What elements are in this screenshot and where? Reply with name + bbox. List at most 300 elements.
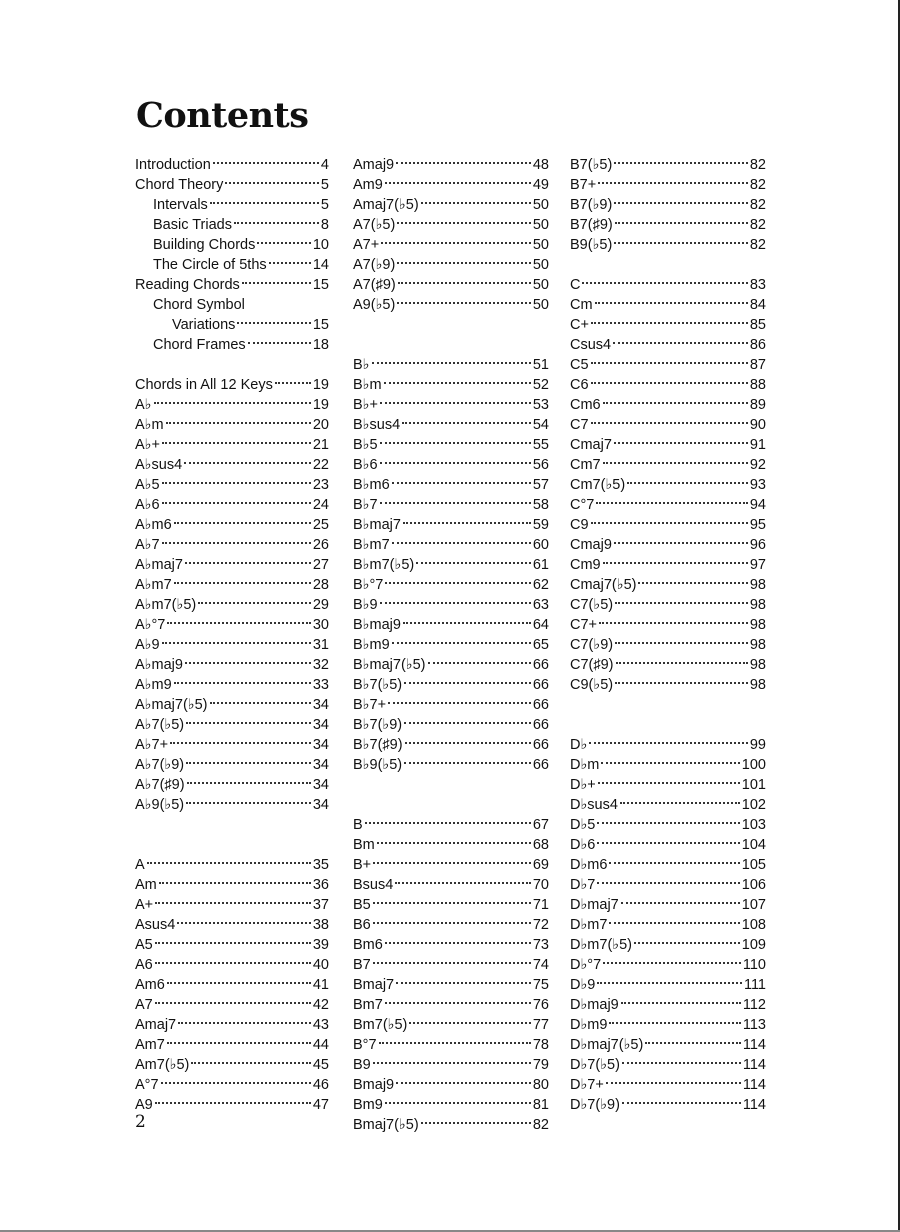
toc-entry-page: 85 [749,317,766,333]
toc-entry-label: A♭maj7 [135,557,183,573]
toc-entry-page: 43 [312,1017,329,1033]
toc-entry [353,589,549,613]
toc-entry [135,1009,329,1033]
toc-entry-label: B♭9(♭5) [353,757,403,773]
toc-entry-page: 24 [312,497,329,513]
toc-entry [353,409,549,433]
toc-entry-label: D♭7+ [570,1077,604,1093]
toc-entry-label: D♭5 [570,817,596,833]
toc-leader-dots [616,649,748,669]
toc-entry-label: D♭maj7(♭5) [570,1037,644,1053]
toc-entry-label: A°7 [135,1077,159,1093]
toc-entry [570,809,766,833]
toc-entry-page: 83 [749,277,766,293]
toc-entry-label: A♭m9 [135,677,172,693]
toc-leader-dots [403,609,531,629]
toc-leader-dots [392,529,531,549]
toc-entry-label: Bm9 [353,1097,383,1113]
toc-entry-label: A♭7(♭9) [135,757,185,773]
toc-leader-dots [379,1029,531,1049]
toc-entry [353,1069,549,1093]
toc-entry-label: D♭m7 [570,917,608,933]
toc-entry-label: D♭ [570,737,588,753]
toc-leader-dots [572,709,764,729]
toc-leader-dots [614,229,748,249]
toc-leader-dots [416,549,531,569]
toc-entry-page: 55 [532,437,549,453]
toc-entry-page: 82 [749,177,766,193]
toc-entry-label: Cmaj7(♭5) [570,577,637,593]
toc-entry-label: A♭m [135,417,164,433]
toc-leader-dots [603,949,741,969]
toc-entry-label: D♭+ [570,777,596,793]
toc-leader-dots [373,849,531,869]
toc-entry-page: 84 [749,297,766,313]
toc-leader-dots [384,369,531,389]
toc-leader-dots [166,409,311,429]
toc-leader-dots [185,649,311,669]
toc-leader-dots [155,989,311,1009]
toc-entry-page: 62 [532,577,549,593]
toc-entry-label: A6 [135,957,153,973]
toc-entry-label: B♭+ [353,397,378,413]
toc-entry-label: B7(♯9) [570,217,613,233]
toc-entry-label: B♭5 [353,437,378,453]
toc-leader-dots [621,989,741,1009]
toc-entry-page: 19 [312,397,329,413]
toc-entry [353,949,549,973]
toc-entry [353,489,549,513]
toc-entry-page: 46 [312,1077,329,1093]
toc-entry-label: B7 [353,957,371,973]
toc-leader-dots [373,949,531,969]
toc-entry-label: Chord Symbol [153,297,245,313]
toc-entry-label: Bm [353,837,375,853]
toc-entry-label: D♭°7 [570,957,602,973]
toc-entry-label: A♭maj9 [135,657,183,673]
toc-entry-label: Basic Triads [153,217,232,233]
toc-entry-label: B♭sus4 [353,417,401,433]
toc-entry-label: A♭7+ [135,737,169,753]
toc-entry [353,149,549,173]
toc-entry [135,429,329,453]
toc-entry [353,509,549,533]
toc-entry-label: C9(♭5) [570,677,614,693]
toc-entry-label: D♭m [570,757,600,773]
toc-entry-label: B♭7(♭9) [353,717,403,733]
toc-entry-label: B♭°7 [353,577,384,593]
toc-leader-dots [582,269,747,289]
toc-entry [570,269,766,293]
toc-leader-dots [597,809,739,829]
toc-leader-dots [397,249,531,269]
toc-entry-page: 109 [741,937,766,953]
toc-entry-page: 42 [312,997,329,1013]
toc-entry-page: 102 [741,797,766,813]
toc-entry-page: 38 [312,917,329,933]
toc-leader-dots [598,169,748,189]
toc-entry-label: B7(♭9) [570,197,613,213]
toc-leader-dots [606,1069,741,1089]
toc-leader-dots [428,649,531,669]
toc-entry-page: 87 [749,357,766,373]
toc-entry-label: B♭m6 [353,477,390,493]
toc-entry [570,409,766,433]
toc-entry-page: 39 [312,937,329,953]
toc-entry-label: A7(♯9) [353,277,396,293]
toc-leader-dots [638,569,747,589]
toc-entry-page: 66 [532,717,549,733]
toc-entry [135,629,329,653]
toc-leader-dots [397,209,531,229]
toc-entry-page: 49 [532,177,549,193]
toc-entry-label: D♭7(♭5) [570,1057,620,1073]
toc-entry-label: Intervals [153,197,208,213]
toc-entry [135,869,329,893]
toc-entry [135,1089,329,1113]
toc-leader-dots [396,149,531,169]
toc-entry-page: 50 [532,277,549,293]
toc-entry-page: 66 [532,697,549,713]
toc-entry [353,1029,549,1053]
toc-leader-dots [210,689,311,709]
toc-entry [570,989,766,1013]
toc-column-1 [135,149,329,1113]
toc-entry-page: 32 [312,657,329,673]
toc-leader-dots [603,389,748,409]
toc-leader-dots [614,529,748,549]
toc-leader-dots [615,669,748,689]
toc-column-3 [570,149,766,1113]
toc-entry-label: Am9 [353,177,383,193]
toc-entry-page: 90 [749,417,766,433]
toc-entry [353,969,549,993]
toc-leader-dots [402,409,531,429]
toc-entry [135,469,329,493]
toc-entry-label: Bmaj7(♭5) [353,1117,419,1133]
toc-entry-page: 100 [741,757,766,773]
toc-entry [570,749,766,773]
toc-entry-page: 58 [532,497,549,513]
toc-leader-dots [615,209,748,229]
toc-entry-page: 34 [312,717,329,733]
toc-entry [135,149,329,173]
toc-entry-page: 80 [532,1077,549,1093]
toc-leader-dots [599,609,748,629]
toc-entry-page: 52 [532,377,549,393]
toc-entry [135,929,329,953]
toc-entry-page: 81 [532,1097,549,1113]
toc-entry [353,929,549,953]
toc-leader-dots [355,789,547,809]
toc-entry-label: Bm7(♭5) [353,1017,408,1033]
toc-entry [135,489,329,513]
toc-entry-label: B7(♭5) [570,157,613,173]
toc-entry-page: 95 [749,517,766,533]
toc-leader-dots [614,189,748,209]
toc-leader-dots [257,229,310,249]
toc-entry-label: B6 [353,917,371,933]
toc-leader-dots [385,569,530,589]
toc-entry-label: Cm7(♭5) [570,477,626,493]
toc-entry-label: B♭maj7 [353,517,401,533]
toc-entry-label: Asus4 [135,917,176,933]
toc-entry-page: 82 [532,1117,549,1133]
toc-leader-dots [603,549,748,569]
toc-entry-page: 72 [532,917,549,933]
toc-entry-page: 82 [749,237,766,253]
toc-entry [570,429,766,453]
toc-entry-page: 50 [532,297,549,313]
toc-entry [570,389,766,413]
toc-entry-page: 50 [532,257,549,273]
toc-entry-label: C7+ [570,617,598,633]
toc-entry-label: A7+ [353,237,380,253]
toc-entry-label: The Circle of 5ths [153,257,267,273]
toc-entry-page: 28 [312,577,329,593]
toc-entry-label: B5 [353,897,371,913]
toc-leader-dots [591,349,748,369]
toc-entry [353,469,549,493]
toc-entry [135,549,329,573]
toc-leader-dots [365,809,531,829]
toc-entry-page: 71 [532,897,549,913]
toc-leader-dots [388,689,531,709]
toc-entry-page: 114 [742,1097,766,1113]
toc-entry-page: 67 [532,817,549,833]
toc-entry-label: Chord Frames [153,337,246,353]
toc-entry-page: 108 [741,917,766,933]
toc-entry [570,249,766,269]
toc-entry [570,889,766,913]
toc-entry-page: 113 [742,1017,766,1033]
toc-entry-page: 29 [312,597,329,613]
toc-leader-dots [186,789,311,809]
toc-entry-label: A♭m6 [135,517,172,533]
toc-entry-label: A+ [135,897,154,913]
toc-entry-page: 65 [532,637,549,653]
toc-entry-label: B♭m [353,377,382,393]
toc-entry-label: C7(♯9) [570,657,614,673]
toc-entry-page: 69 [532,857,549,873]
toc-entry-page: 82 [749,197,766,213]
toc-leader-dots [591,409,748,429]
toc-entry-page: 8 [320,217,329,233]
toc-entry-label: Cm9 [570,557,601,573]
toc-leader-dots [396,969,531,989]
toc-entry [570,149,766,173]
toc-entry [135,969,329,993]
toc-entry [353,309,549,329]
toc-entry-page: 101 [741,777,766,793]
toc-entry-page: 66 [532,737,549,753]
toc-entry-label: D♭7(♭9) [570,1097,620,1113]
toc-entry-label: Variations [172,317,236,333]
toc-leader-dots [372,349,531,369]
toc-entry-page: 36 [312,877,329,893]
toc-entry-label: Bm7 [353,997,383,1013]
toc-entry-label: C+ [570,317,589,333]
toc-leader-dots [184,449,311,469]
toc-entry-label: B♭9 [353,597,378,613]
toc-entry-page: 33 [312,677,329,693]
toc-entry-label: C9 [570,517,589,533]
toc-entry [570,289,766,313]
toc-entry-label: A♭7(♭5) [135,717,185,733]
toc-entry-label: B♭7 [353,497,378,513]
toc-entry-label: B♭ [353,357,370,373]
toc-leader-dots [615,629,748,649]
toc-entry-label: C7(♭5) [570,597,614,613]
toc-entry-page: 66 [532,677,549,693]
toc-leader-dots [162,529,311,549]
toc-leader-dots [380,589,531,609]
toc-entry-label: Introduction [135,157,211,173]
toc-leader-dots [572,249,764,269]
toc-entry-page: 66 [532,657,549,673]
toc-entry-label: C7(♭9) [570,637,614,653]
toc-leader-dots [373,909,531,929]
toc-leader-dots [597,869,739,889]
toc-entry [353,789,549,809]
toc-leader-dots [392,629,531,649]
toc-entry-page: 19 [312,377,329,393]
toc-entry-page: 61 [532,557,549,573]
toc-leader-dots [380,389,531,409]
toc-leader-dots [161,1069,311,1089]
toc-leader-dots [355,329,547,349]
toc-leader-dots [572,689,764,709]
toc-entry-label: Cmaj9 [570,537,612,553]
toc-entry [570,969,766,993]
toc-entry-page: 21 [312,437,329,453]
toc-entry-page: 98 [749,617,766,633]
toc-leader-dots [409,1009,530,1029]
toc-leader-dots [137,349,327,369]
toc-leader-dots [403,509,531,529]
toc-entry-page: 97 [749,557,766,573]
toc-entry-page: 75 [532,977,549,993]
toc-entry-page: 105 [741,857,766,873]
toc-entry [570,609,766,633]
toc-entry [570,349,766,373]
toc-leader-dots [162,489,311,509]
toc-leader-dots [234,209,319,229]
toc-leader-dots [591,369,748,389]
toc-entry-page: 14 [312,257,329,273]
toc-entry [135,389,329,413]
toc-entry [353,1049,549,1073]
toc-entry-label: B♭m9 [353,637,390,653]
toc-entry-page: 31 [312,637,329,653]
toc-entry-label: B [353,817,363,833]
toc-leader-dots [385,169,531,189]
toc-entry [570,369,766,393]
toc-entry-page: 34 [312,737,329,753]
toc-entry-page: 44 [312,1037,329,1053]
toc-leader-dots [155,1089,311,1109]
toc-leader-dots [137,809,327,829]
toc-entry-label: Am7 [135,1037,165,1053]
toc-entry-page: 34 [312,697,329,713]
toc-leader-dots [405,729,531,749]
toc-entry [353,449,549,473]
toc-entry-label: Chord Theory [135,177,224,193]
toc-entry [135,989,329,1013]
toc-leader-dots [397,289,531,309]
toc-entry-page: 114 [742,1037,766,1053]
toc-entry [135,409,329,433]
toc-entry-page: 73 [532,937,549,953]
toc-leader-dots [355,309,547,329]
toc-entry-page: 15 [312,277,329,293]
toc-entry-page: 98 [749,637,766,653]
toc-entry [353,909,549,933]
toc-leader-dots [242,269,311,289]
toc-entry-label: D♭maj7 [570,897,619,913]
toc-entry-label: Cm7 [570,457,601,473]
toc-entry-label: B♭m7(♭5) [353,557,415,573]
toc-leader-dots [373,889,531,909]
toc-leader-dots [589,729,748,749]
toc-entry-label: B♭7(♯9) [353,737,403,753]
toc-entry-page: 91 [749,437,766,453]
toc-entry-label: D♭7 [570,877,596,893]
toc-entry-label: B♭7+ [353,697,387,713]
toc-entry [353,349,549,373]
toc-entry [570,829,766,853]
toc-leader-dots [385,1089,531,1109]
toc-leader-dots [186,709,311,729]
toc-entry [135,809,329,829]
toc-leader-dots [598,769,740,789]
toc-entry-label: Am [135,877,157,893]
toc-entry-page: 107 [741,897,766,913]
toc-entry-label: Reading Chords [135,277,240,293]
toc-entry-page: 10 [312,237,329,253]
toc-entry-page: 25 [312,517,329,533]
toc-entry-page: 26 [312,537,329,553]
toc-entry [570,769,766,793]
toc-column-2 [353,149,549,1133]
toc-leader-dots [174,569,311,589]
toc-entry-label: Cmaj7 [570,437,612,453]
toc-entry-label: B♭7(♭5) [353,677,403,693]
toc-entry-page: 37 [312,897,329,913]
toc-entry-label: A [135,857,145,873]
toc-entry-label: Cm [570,297,593,313]
toc-entry-label: B♭m7 [353,537,390,553]
toc-entry-page: 99 [749,737,766,753]
toc-entry-label: D♭sus4 [570,797,618,813]
toc-entry-label: A♭+ [135,437,160,453]
toc-entry-label: Bmaj9 [353,1077,395,1093]
toc-entry-label: A7 [135,997,153,1013]
toc-entry-page: 70 [532,877,549,893]
toc-entry-label: A♭6 [135,497,160,513]
toc-entry-page: 64 [532,617,549,633]
toc-entry-label: C [570,277,581,293]
toc-leader-dots [269,249,311,269]
toc-entry-page: 79 [532,1057,549,1073]
toc-entry [135,849,329,873]
toc-leader-dots [622,1049,741,1069]
toc-entry [353,869,549,893]
toc-leader-dots [634,929,740,949]
toc-leader-dots [622,1089,741,1109]
toc-leader-dots [609,909,739,929]
toc-entry-page: 94 [749,497,766,513]
